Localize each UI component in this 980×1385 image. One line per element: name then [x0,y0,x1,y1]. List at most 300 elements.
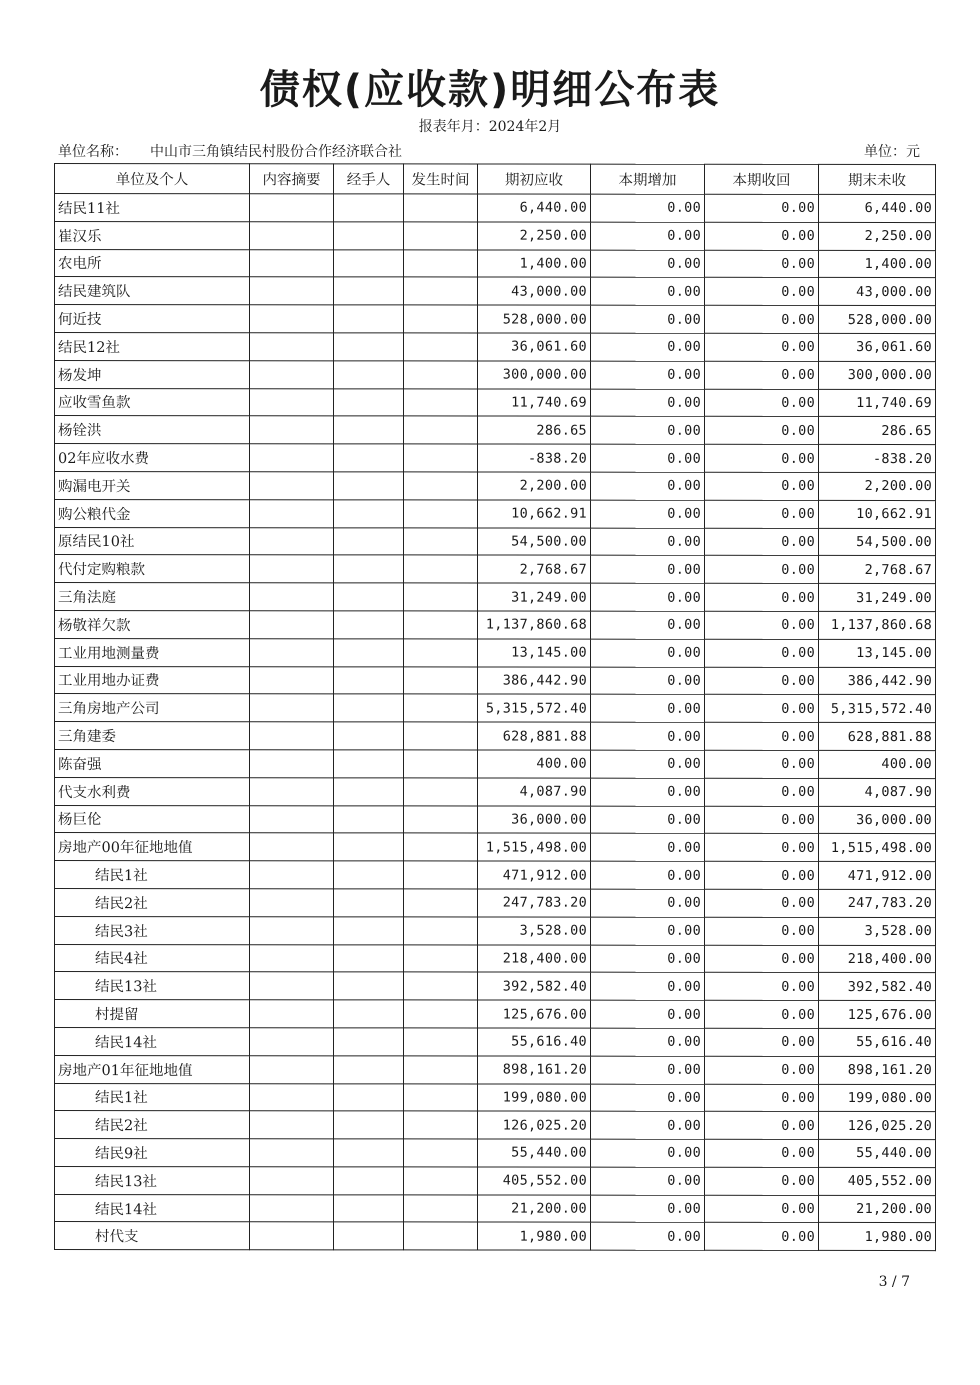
row-name-cell: 杨铨洪 [55,416,250,444]
row-date-cell [404,361,478,389]
row-closing-cell: 4,087.90 [819,778,936,806]
row-collected-cell: 0.00 [705,1056,819,1084]
row-increase-cell: 0.00 [591,472,705,500]
row-date-cell [404,917,478,945]
row-collected-cell: 0.00 [705,1112,819,1140]
row-closing-cell: 1,137,860.68 [819,611,936,639]
row-collected-cell: 0.00 [705,861,819,889]
row-collected-cell: 0.00 [705,806,819,834]
row-summary-cell [250,583,334,611]
row-collected-cell: 0.00 [705,889,819,917]
row-collected-cell: 0.00 [705,1084,819,1112]
row-date-cell [404,583,478,611]
row-summary-cell [250,1000,334,1028]
row-handler-cell [334,500,404,528]
row-summary-cell [250,638,334,666]
row-date-cell [404,500,478,528]
row-increase-cell: 0.00 [591,972,705,1000]
row-name-cell: 村代支 [55,1222,250,1250]
row-collected-cell: 0.00 [705,444,819,472]
row-increase-cell: 0.00 [591,1139,705,1167]
table-row [55,360,936,389]
row-collected-cell: 0.00 [705,1195,819,1223]
table-row [55,527,936,556]
row-summary-cell [250,916,334,944]
row-closing-cell: 21,200.00 [819,1195,936,1223]
row-name-cell: 结民2社 [55,888,250,916]
row-summary-cell [250,444,334,472]
row-closing-cell: 1,980.00 [819,1223,936,1251]
row-closing-cell: 11,740.69 [819,389,936,417]
row-closing-cell: 2,250.00 [819,222,936,250]
row-name-cell: 杨发坤 [55,360,250,388]
row-date-cell [404,333,478,361]
table-row [55,916,936,945]
row-summary-cell [250,861,334,889]
table-row [55,471,936,500]
row-handler-cell [334,917,404,945]
table-row [55,416,936,445]
row-closing-cell: 36,061.60 [819,333,936,361]
table-row [55,1194,936,1223]
row-closing-cell: 199,080.00 [819,1084,936,1112]
row-summary-cell [250,1111,334,1139]
row-handler-cell [334,583,404,611]
row-summary-cell [250,1222,334,1250]
row-closing-cell: 5,315,572.40 [819,695,936,723]
table-row [55,610,936,639]
row-name-cell: 房地产01年征地地值 [55,1055,250,1083]
row-collected-cell: 0.00 [705,1139,819,1167]
row-date-cell [404,194,478,222]
table-row [55,944,936,973]
row-name-cell: 三角建委 [55,722,250,750]
row-opening-cell: 1,980.00 [478,1223,591,1251]
row-handler-cell [334,1028,404,1056]
unit-name-label: 单位名称： [58,144,128,160]
row-closing-cell: 528,000.00 [819,306,936,334]
row-increase-cell: 0.00 [591,1084,705,1112]
row-handler-cell [334,277,404,305]
col-header-date: 发生时间 [404,164,478,194]
row-handler-cell [334,194,404,222]
row-handler-cell [334,611,404,639]
row-increase-cell: 0.00 [591,889,705,917]
row-name-cell: 结民13社 [55,1166,250,1194]
row-collected-cell: 0.00 [705,528,819,556]
row-summary-cell [250,694,334,722]
row-opening-cell: 528,000.00 [478,305,591,333]
row-handler-cell [334,444,404,472]
row-opening-cell: 2,768.67 [478,555,591,583]
row-name-cell: 原结民10社 [55,527,250,555]
table-row [55,749,936,778]
row-collected-cell: 0.00 [705,389,819,417]
currency-unit: 单位：元 [864,144,920,160]
table-row [55,1166,936,1195]
row-increase-cell: 0.00 [591,528,705,556]
row-handler-cell [334,333,404,361]
row-summary-cell [250,1083,334,1111]
row-collected-cell: 0.00 [705,639,819,667]
row-closing-cell: 628,881.88 [819,723,936,751]
row-summary-cell [250,222,334,250]
row-handler-cell [334,972,404,1000]
row-collected-cell: 0.00 [705,417,819,445]
row-handler-cell [334,861,404,889]
row-name-cell: 结民2社 [55,1111,250,1139]
row-opening-cell: 1,515,498.00 [478,833,591,861]
row-name-cell: 结民11社 [55,194,250,222]
row-increase-cell: 0.00 [591,305,705,333]
row-closing-cell: -838.20 [819,445,936,473]
row-closing-cell: 2,768.67 [819,556,936,584]
row-date-cell [404,1056,478,1084]
row-summary-cell [250,889,334,917]
row-summary-cell [250,500,334,528]
row-opening-cell: 3,528.00 [478,917,591,945]
row-closing-cell: 2,200.00 [819,472,936,500]
row-name-cell: 结民4社 [55,944,250,972]
row-handler-cell [334,305,404,333]
row-closing-cell: 31,249.00 [819,584,936,612]
row-opening-cell: 898,161.20 [478,1056,591,1084]
row-summary-cell [250,555,334,583]
row-handler-cell [334,472,404,500]
row-date-cell [404,1028,478,1056]
row-name-cell: 三角法庭 [55,583,250,611]
row-summary-cell [250,611,334,639]
row-increase-cell: 0.00 [591,722,705,750]
row-closing-cell: 1,515,498.00 [819,834,936,862]
table-row [55,555,936,584]
row-increase-cell: 0.00 [591,639,705,667]
row-collected-cell: 0.00 [705,583,819,611]
col-header-party: 单位及个人 [55,164,250,194]
row-name-cell: 购公粮代金 [55,499,250,527]
row-handler-cell [334,249,404,277]
row-handler-cell [334,889,404,917]
row-closing-cell: 125,676.00 [819,1001,936,1029]
row-date-cell [404,555,478,583]
row-collected-cell: 0.00 [705,917,819,945]
row-name-cell: 购漏电开关 [55,471,250,499]
row-increase-cell: 0.00 [591,833,705,861]
col-header-summary: 内容摘要 [250,164,334,194]
table-row [55,805,936,834]
row-summary-cell [250,277,334,305]
row-collected-cell: 0.00 [705,278,819,306]
row-increase-cell: 0.00 [591,389,705,417]
row-summary-cell [250,777,334,805]
row-increase-cell: 0.00 [591,778,705,806]
row-date-cell [404,722,478,750]
row-handler-cell [334,1139,404,1167]
row-collected-cell: 0.00 [705,333,819,361]
row-opening-cell: 300,000.00 [478,361,591,389]
row-handler-cell [334,944,404,972]
row-collected-cell: 0.00 [705,250,819,278]
row-date-cell [404,389,478,417]
row-name-cell: 杨敬祥欠款 [55,610,250,638]
row-collected-cell: 0.00 [705,361,819,389]
table-row [55,194,936,223]
col-header-increase: 本期增加 [591,164,705,194]
row-closing-cell: 13,145.00 [819,639,936,667]
row-summary-cell [250,416,334,444]
row-summary-cell [250,194,334,222]
row-collected-cell: 0.00 [705,973,819,1001]
row-collected-cell: 0.00 [705,500,819,528]
row-opening-cell: 400.00 [478,750,591,778]
row-opening-cell: 4,087.90 [478,778,591,806]
table-row [55,1083,936,1112]
table-row [55,861,936,890]
row-summary-cell [250,805,334,833]
row-opening-cell: 6,440.00 [478,194,591,222]
row-opening-cell: 392,582.40 [478,972,591,1000]
row-handler-cell [334,416,404,444]
row-increase-cell: 0.00 [591,556,705,584]
table-row [55,1000,936,1029]
table-row [55,499,936,528]
row-summary-cell [250,666,334,694]
row-date-cell [404,416,478,444]
page-number: 3 / 7 [878,1274,910,1290]
row-date-cell [404,972,478,1000]
row-handler-cell [334,222,404,250]
row-closing-cell: 386,442.90 [819,667,936,695]
row-date-cell [404,1139,478,1167]
row-collected-cell: 0.00 [705,556,819,584]
row-closing-cell: 1,400.00 [819,250,936,278]
row-summary-cell [250,388,334,416]
row-collected-cell: 0.00 [705,1028,819,1056]
row-name-cell: 结民9社 [55,1139,250,1167]
row-date-cell [404,250,478,278]
row-handler-cell [334,1083,404,1111]
row-closing-cell: 55,616.40 [819,1028,936,1056]
row-date-cell [404,639,478,667]
row-closing-cell: 43,000.00 [819,278,936,306]
row-date-cell [404,472,478,500]
row-handler-cell [334,361,404,389]
table-row [55,833,936,862]
row-closing-cell: 10,662.91 [819,500,936,528]
row-name-cell: 村提留 [55,1000,250,1028]
row-handler-cell [334,1000,404,1028]
row-name-cell: 崔汉乐 [55,221,250,249]
row-date-cell [404,305,478,333]
row-collected-cell: 0.00 [705,667,819,695]
row-name-cell: 代付定购粮款 [55,555,250,583]
row-summary-cell [250,1139,334,1167]
row-name-cell: 房地产00年征地地值 [55,833,250,861]
row-increase-cell: 0.00 [591,417,705,445]
table-row [55,1222,936,1251]
table-header-row [55,164,936,195]
row-summary-cell [250,249,334,277]
row-date-cell [404,861,478,889]
row-handler-cell [334,1195,404,1223]
row-summary-cell [250,1028,334,1056]
row-closing-cell: 54,500.00 [819,528,936,556]
row-closing-cell: 400.00 [819,750,936,778]
table-row [55,1027,936,1056]
table-row [55,388,936,417]
row-closing-cell: 898,161.20 [819,1056,936,1084]
row-date-cell [404,1083,478,1111]
row-opening-cell: 471,912.00 [478,861,591,889]
row-name-cell: 三角房地产公司 [55,694,250,722]
row-handler-cell [334,722,404,750]
row-date-cell [404,1111,478,1139]
row-summary-cell [250,361,334,389]
row-opening-cell: 36,061.60 [478,333,591,361]
row-closing-cell: 471,912.00 [819,862,936,890]
row-closing-cell: 36,000.00 [819,806,936,834]
row-opening-cell: 126,025.20 [478,1111,591,1139]
row-opening-cell: 43,000.00 [478,277,591,305]
row-opening-cell: 55,616.40 [478,1028,591,1056]
row-opening-cell: 2,200.00 [478,472,591,500]
row-closing-cell: 286.65 [819,417,936,445]
row-date-cell [404,444,478,472]
row-increase-cell: 0.00 [591,222,705,250]
row-name-cell: 杨巨伦 [55,805,250,833]
row-closing-cell: 126,025.20 [819,1112,936,1140]
row-summary-cell [250,833,334,861]
row-date-cell [404,666,478,694]
row-increase-cell: 0.00 [591,583,705,611]
row-handler-cell [334,1056,404,1084]
page-title: 债权(应收款)明细公布表 [259,67,721,113]
row-increase-cell: 0.00 [591,1028,705,1056]
row-collected-cell: 0.00 [705,222,819,250]
receivables-table [54,163,936,1251]
row-opening-cell: 10,662.91 [478,500,591,528]
row-name-cell: 结民1社 [55,1083,250,1111]
row-collected-cell: 0.00 [705,722,819,750]
row-increase-cell: 0.00 [591,500,705,528]
row-collected-cell: 0.00 [705,778,819,806]
row-handler-cell [334,666,404,694]
row-date-cell [404,527,478,555]
table-row [55,277,936,306]
col-header-handler: 经手人 [334,164,404,194]
row-date-cell [404,1000,478,1028]
row-handler-cell [334,1222,404,1250]
table-row [55,694,936,723]
row-name-cell: 结民14社 [55,1194,250,1222]
table-row [55,332,936,361]
row-handler-cell [334,1167,404,1195]
row-handler-cell [334,750,404,778]
row-summary-cell [250,722,334,750]
row-summary-cell [250,305,334,333]
table-row [55,221,936,250]
table-row [55,1111,936,1140]
table-body [55,194,936,1251]
row-collected-cell: 0.00 [705,695,819,723]
table-row [55,666,936,695]
row-summary-cell [250,1167,334,1195]
row-opening-cell: 36,000.00 [478,806,591,834]
col-header-opening: 期初应收 [478,164,591,194]
row-name-cell: 02年应收水费 [55,444,250,472]
row-closing-cell: 6,440.00 [819,194,936,222]
row-increase-cell: 0.00 [591,361,705,389]
row-date-cell [404,1167,478,1195]
row-increase-cell: 0.00 [591,444,705,472]
row-name-cell: 结民12社 [55,332,250,360]
unit-name-value: 中山市三角镇结民村股份合作经济联合社 [150,144,402,160]
row-handler-cell [334,778,404,806]
row-opening-cell: 55,440.00 [478,1139,591,1167]
row-date-cell [404,778,478,806]
row-handler-cell [334,639,404,667]
row-summary-cell [250,472,334,500]
row-collected-cell: 0.00 [705,305,819,333]
row-name-cell: 工业用地测量费 [55,638,250,666]
row-opening-cell: 125,676.00 [478,1000,591,1028]
row-opening-cell: 1,400.00 [478,250,591,278]
row-name-cell: 代支水利费 [55,777,250,805]
table-row [55,305,936,334]
row-increase-cell: 0.00 [591,278,705,306]
row-date-cell [404,694,478,722]
row-collected-cell: 0.00 [705,1223,819,1251]
row-date-cell [404,833,478,861]
row-opening-cell: 628,881.88 [478,722,591,750]
row-increase-cell: 0.00 [591,917,705,945]
row-name-cell: 工业用地办证费 [55,666,250,694]
row-summary-cell [250,333,334,361]
table-row [55,249,936,278]
row-summary-cell [250,972,334,1000]
row-increase-cell: 0.00 [591,194,705,222]
row-name-cell: 结民14社 [55,1027,250,1055]
row-opening-cell: 31,249.00 [478,583,591,611]
row-increase-cell: 0.00 [591,611,705,639]
row-handler-cell [334,1111,404,1139]
row-opening-cell: 13,145.00 [478,639,591,667]
row-name-cell: 何近技 [55,305,250,333]
row-handler-cell [334,527,404,555]
row-collected-cell: 0.00 [705,1167,819,1195]
row-date-cell [404,805,478,833]
row-name-cell: 结民3社 [55,916,250,944]
row-opening-cell: 247,783.20 [478,889,591,917]
row-increase-cell: 0.00 [591,1056,705,1084]
col-header-collected: 本期收回 [705,164,819,194]
row-closing-cell: 3,528.00 [819,917,936,945]
row-increase-cell: 0.00 [591,945,705,973]
report-period: 报表年月：2024年2月 [418,119,562,135]
row-collected-cell: 0.00 [705,1000,819,1028]
table-row [55,1139,936,1168]
row-closing-cell: 300,000.00 [819,361,936,389]
row-opening-cell: 54,500.00 [478,528,591,556]
row-date-cell [404,1195,478,1223]
row-opening-cell: 5,315,572.40 [478,694,591,722]
row-name-cell: 应收雪鱼款 [55,388,250,416]
row-increase-cell: 0.00 [591,750,705,778]
table-row [55,583,936,612]
row-name-cell: 农电所 [55,249,250,277]
row-increase-cell: 0.00 [591,333,705,361]
table-row [55,722,936,751]
